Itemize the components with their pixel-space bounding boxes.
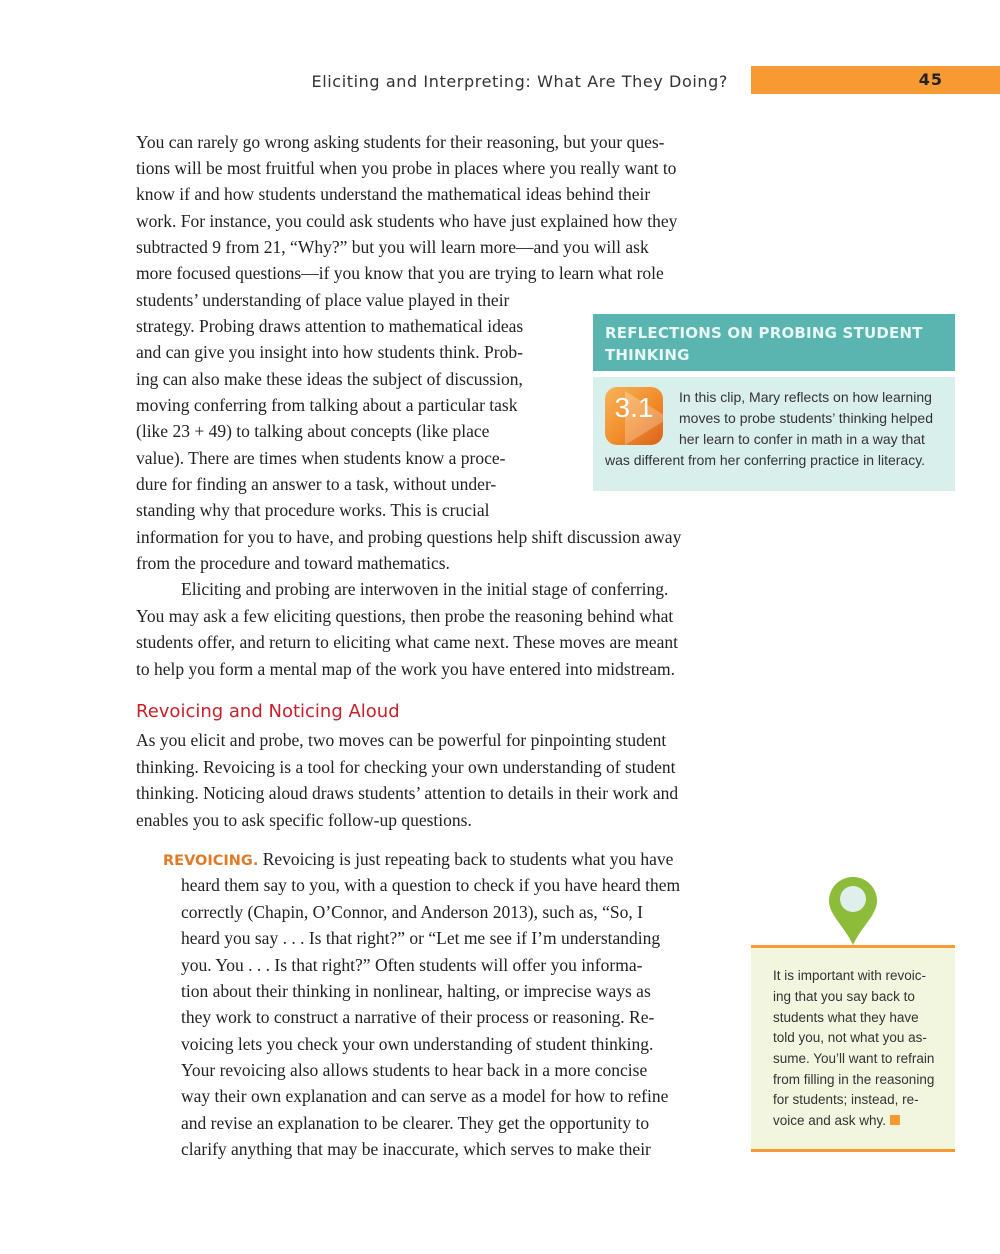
text-line: standing why that procedure works. This is crucial	[136, 500, 490, 520]
note-text: voice and ask why.	[773, 1113, 887, 1128]
text-line: Eliciting and probing are interwoven in the initial stage of conferring.	[181, 579, 669, 599]
text-line: more focused questions—if you know that you are trying to learn what role	[136, 263, 664, 283]
feature-title-line: REFLECTIONS ON PROBING STUDENT	[605, 324, 923, 342]
note-line: told you, not what you as-	[773, 1030, 927, 1045]
note-line	[773, 1111, 900, 1132]
text-line: clarify anything that may be inaccurate, which serves to make their	[181, 1139, 651, 1159]
feature-body	[593, 377, 955, 491]
text-line: moving conferring from talking about a particular task	[136, 395, 518, 415]
note-line: from filling in the reasoning	[773, 1072, 935, 1087]
running-header-title: Eliciting and Interpreting: What Are They Doing?	[311, 72, 728, 91]
text-line: and can give you insight into how students think. Prob-	[136, 342, 523, 362]
map-pin-icon	[829, 877, 877, 945]
text-line: students offer, and return to eliciting what came next. These moves are meant	[136, 632, 678, 652]
text-line: You may ask a few eliciting questions, then probe the reasoning behind what	[136, 606, 674, 626]
text-line: to help you form a mental map of the work you have entered into midstream.	[136, 659, 675, 679]
text-span: Revoicing is just repeating back to students what you have	[258, 849, 674, 869]
text-line: Your revoicing also allows students to hear back in a more concise	[181, 1060, 648, 1080]
text-line: heard them say to you, with a question to check if you have heard them	[181, 875, 681, 895]
text-line: As you elicit and probe, two moves can be powerful for pinpointing student	[136, 730, 667, 750]
feature-title-line: THINKING	[605, 346, 690, 364]
page-number-bar	[751, 66, 1000, 94]
note-line: students what they have	[773, 1010, 919, 1025]
section-heading: Revoicing and Noticing Aloud	[136, 701, 400, 722]
text-line: tion about their thinking in nonlinear, halting, or imprecise ways as	[181, 981, 651, 1001]
text-line: work. For instance, you could ask students who have just explained how they	[136, 211, 678, 231]
feature-text-line: moves to probe students’ thinking helped	[679, 410, 933, 426]
margin-note	[751, 945, 955, 1152]
note-line: sume. You’ll want to refrain	[773, 1051, 935, 1066]
text-line	[163, 846, 673, 874]
text-line: You can rarely go wrong asking students for their reasoning, but your ques-	[136, 132, 665, 152]
video-feature-box	[593, 314, 955, 491]
text-line: and revise an explanation to be clearer. They get the opportunity to	[181, 1113, 650, 1133]
note-line: It is important with revoic-	[773, 968, 927, 983]
text-line: information for you to have, and probing questions help shift discussion away	[136, 527, 682, 547]
text-line: enables you to ask specific follow-up questions.	[136, 810, 472, 830]
text-line: thinking. Noticing aloud draws students’ attention to details in their work and	[136, 783, 679, 803]
note-line: ing that you say back to	[773, 989, 915, 1004]
text-line: voicing lets you check your own understanding of student thinking.	[181, 1034, 654, 1054]
text-line: value). There are times when students know a proce-	[136, 448, 506, 468]
text-line: strategy. Probing draws attention to mathematical ideas	[136, 316, 524, 336]
text-line: ing can also make these ideas the subject of discussion,	[136, 369, 523, 389]
text-line: subtracted 9 from 21, “Why?” but you will learn more—and you will ask	[136, 237, 649, 257]
text-line: way their own explanation and can serve as a model for how to refine	[181, 1086, 669, 1106]
text-line: thinking. Revoicing is a tool for checking your own understanding of student	[136, 757, 676, 777]
feature-text-line: In this clip, Mary reflects on how learning	[679, 389, 932, 405]
text-line: you. You . . . Is that right?” Often students will offer you informa-	[181, 955, 643, 975]
text-line: correctly (Chapin, O’Connor, and Anderson 2013), such as, “So, I	[181, 902, 643, 922]
feature-text-line: was different from her conferring practice in literacy.	[605, 452, 926, 468]
feature-text-line: her learn to confer in math in a way that	[679, 431, 925, 447]
feature-title	[593, 314, 955, 371]
text-line: from the procedure and toward mathematics.	[136, 553, 450, 573]
text-line: they work to construct a narrative of their process or reasoning. Re-	[181, 1007, 655, 1027]
text-line: tions will be most fruitful when you probe in places where you really want to	[136, 158, 677, 178]
video-play-icon[interactable]	[605, 387, 663, 445]
page-number: 45	[918, 70, 943, 89]
clip-number: 3.1	[614, 392, 654, 423]
end-square-icon	[890, 1115, 900, 1125]
text-line: heard you say . . . Is that right?” or “Let me see if I’m understanding	[181, 928, 661, 948]
text-line: (like 23 + 49) to talking about concepts (like place	[136, 421, 490, 441]
text-line: students’ understanding of place value played in their	[136, 290, 510, 310]
runin-label: REVOICING.	[163, 853, 259, 869]
text-line: dure for finding an answer to a task, without under-	[136, 474, 497, 494]
note-line: for students; instead, re-	[773, 1092, 919, 1107]
text-line: know if and how students understand the mathematical ideas behind their	[136, 184, 651, 204]
